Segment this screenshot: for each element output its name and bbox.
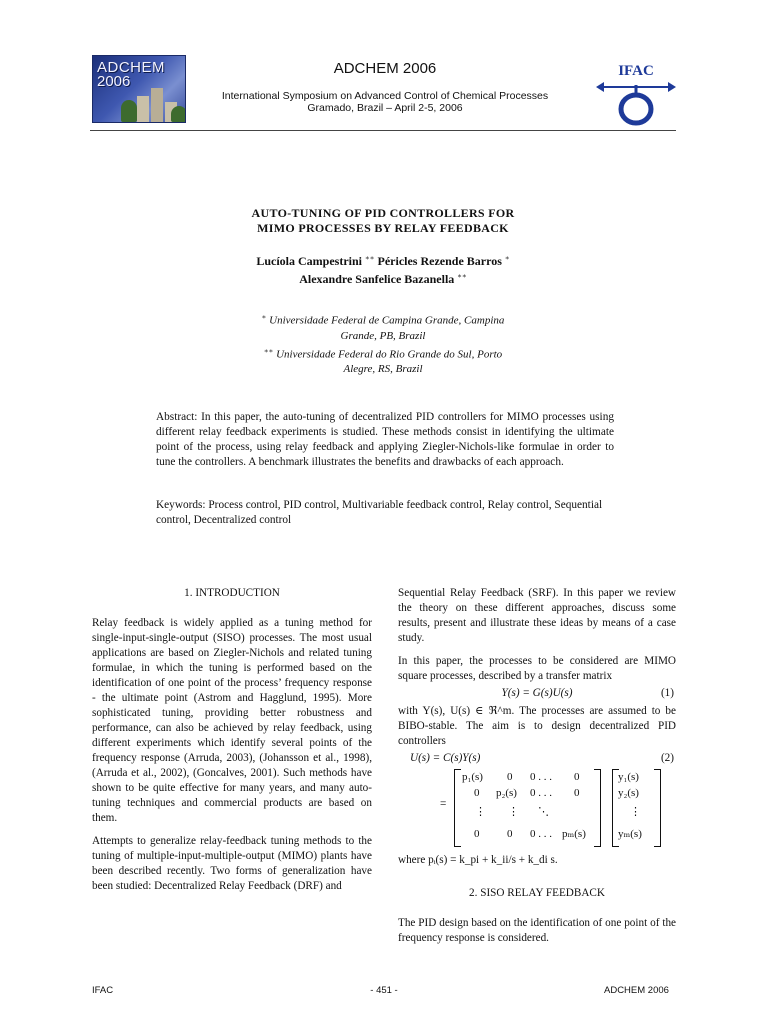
logo-text-year: 2006 [97, 73, 131, 90]
matrix-cell: ⋮ [508, 806, 519, 818]
author-name: Alexandre Sanfelice Bazanella [299, 272, 455, 286]
ifac-logo-text: IFAC [618, 63, 654, 79]
vector-cell: ⋮ [630, 806, 641, 818]
abstract: Abstract: In this paper, the auto-tuning of decentralized PID controllers for MIMO processes using different relay feedback experiments is studied. These methods consist in identifying the ultimate point of the process, using relay feedback and applying Ziegler-Nichols-like formulae in order to tune the controllers. A benchmark illustrates the benefits and drawbacks of each approach. [156, 411, 614, 468]
right-column [398, 586, 676, 954]
header-divider [90, 130, 676, 131]
keywords: Keywords: Process control, PID control, Multivariable feedback control, Relay control, Sequential control, Decentralized control [156, 499, 603, 526]
affiliation-mark: ∗∗ [263, 346, 274, 355]
footer-right: ADCHEM 2006 [604, 985, 669, 996]
paragraph: where pᵢ(s) = k_pi + k_ii/s + k_di s. [398, 854, 558, 866]
vector-bracket-right [654, 769, 661, 847]
logo-text-adchem: ADCHEM [97, 59, 166, 76]
ifac-emblem-icon [596, 55, 676, 131]
matrix-bracket-left [454, 769, 461, 847]
equation-text: U(s) = C(s)Y(s) [410, 752, 481, 764]
author-name: Péricles Rezende Barros [377, 254, 502, 268]
paragraph: Attempts to generalize relay-feedback tuning methods to the tuning of multiple-input-multiple-output (MIMO) plants have been described recently. Two forms of generalization have been studied: Decentralized Relay Feedback (DRF) and [92, 835, 372, 892]
author-mark: ∗ [504, 254, 510, 262]
matrix-cell: 0 [574, 787, 580, 799]
paper-title [90, 206, 676, 236]
affiliation-mark: ∗ [261, 313, 267, 321]
matrix-cell: 0 [474, 787, 480, 799]
vector-cell: y₂(s) [618, 787, 639, 799]
author-name: Lucíola Campestrini [256, 254, 362, 268]
vector-cell: y₁(s) [618, 771, 639, 783]
paragraph: The PID design based on the identification of one point of the frequency response is considered. [398, 917, 676, 944]
matrix-bracket-right [594, 769, 601, 847]
matrix-cell: ⋱ [538, 806, 549, 818]
section-heading: 1. INTRODUCTION [184, 587, 280, 599]
matrix-cell: 0 . . . [530, 828, 552, 840]
matrix-cell: 0 [507, 828, 513, 840]
matrix-cell: 0 [507, 771, 513, 783]
conference-title: ADCHEM 2006 [333, 60, 437, 77]
paragraph: In this paper, the processes to be considered are MIMO square processes, described by a transfer matrix [398, 655, 676, 682]
equation-1 [398, 686, 676, 702]
affiliation-text: Alegre, RS, Brazil [343, 363, 423, 376]
matrix-cell: p₂(s) [496, 787, 517, 799]
matrix-cell: 0 [574, 771, 580, 783]
affiliations [90, 310, 676, 377]
author-list [90, 251, 676, 287]
left-column [92, 586, 372, 902]
title-line-1: AUTO-TUNING OF PID CONTROLLERS FOR [251, 206, 515, 220]
affiliation-text: Universidade Federal do Rio Grande do Sul, Porto [276, 348, 503, 361]
page-header [90, 55, 680, 133]
matrix-cell: 0 . . . [530, 787, 552, 799]
equation-number: (1) [660, 687, 674, 699]
matrix-cell: pₘ(s) [562, 828, 586, 840]
title-line-2: MIMO PROCESSES BY RELAY FEEDBACK [257, 221, 509, 235]
matrix-cell: ⋮ [475, 806, 486, 818]
author-mark: ∗∗ [364, 254, 375, 262]
footer-page-number: - 451 - [370, 985, 398, 996]
paragraph: with Y(s), U(s) ∈ ℜ^m. The processes are assumed to be BIBO-stable. The aim is to design decentralized PID controllers [398, 705, 676, 747]
matrix-cell: 0 [474, 828, 480, 840]
vector-cell: yₘ(s) [618, 828, 642, 840]
author-mark: ∗∗ [457, 272, 467, 280]
conference-subtitle: International Symposium on Advanced Control of Chemical Processes [221, 90, 549, 102]
paragraph: Sequential Relay Feedback (SRF). In this paper we review the theory on these different approaches, discuss some results, present and illustrate these ideas by means of a case study. [398, 587, 676, 644]
section-heading: 2. SISO RELAY FEEDBACK [469, 887, 605, 899]
conference-location: Gramado, Brazil – April 2-5, 2006 [307, 102, 463, 114]
equation-2 [398, 751, 676, 767]
ifac-logo [596, 55, 676, 131]
equation-text: Y(s) = G(s)U(s) [501, 687, 573, 699]
matrix-cell: p₁(s) [462, 771, 483, 783]
controller-matrix [398, 769, 676, 849]
matrix-cell: 0 . . . [530, 771, 552, 783]
equation-number: (2) [660, 752, 674, 764]
affiliation-text: Grande, PB, Brazil [340, 329, 426, 342]
affiliation-text: Universidade Federal de Campina Grande, Campina [269, 314, 505, 327]
equals-sign: = [440, 798, 447, 810]
footer-left: IFAC [92, 985, 114, 996]
paragraph: Relay feedback is widely applied as a tuning method for single-input-single-output (SISO) processes. The most usual applications are based on Ziegler-Nichols and related tuning formulae, in which the tuning is performed based on the identification of one point of the process’ frequency response - the ultimate point (Astrom and Hagglund, 1995). More sophisticated tuning, providing better robustness and performance, can also be achieved by relay feedback, using different experiments which identify several points of the frequency response (Arruda, 2003), (Johansson et al., 1998), (Arruda et al., 2002), (Goncalves, 2001). Such methods have shown to be quite effective for many years, and many auto-tuning techniques and commercial products are based on them. [92, 617, 372, 824]
